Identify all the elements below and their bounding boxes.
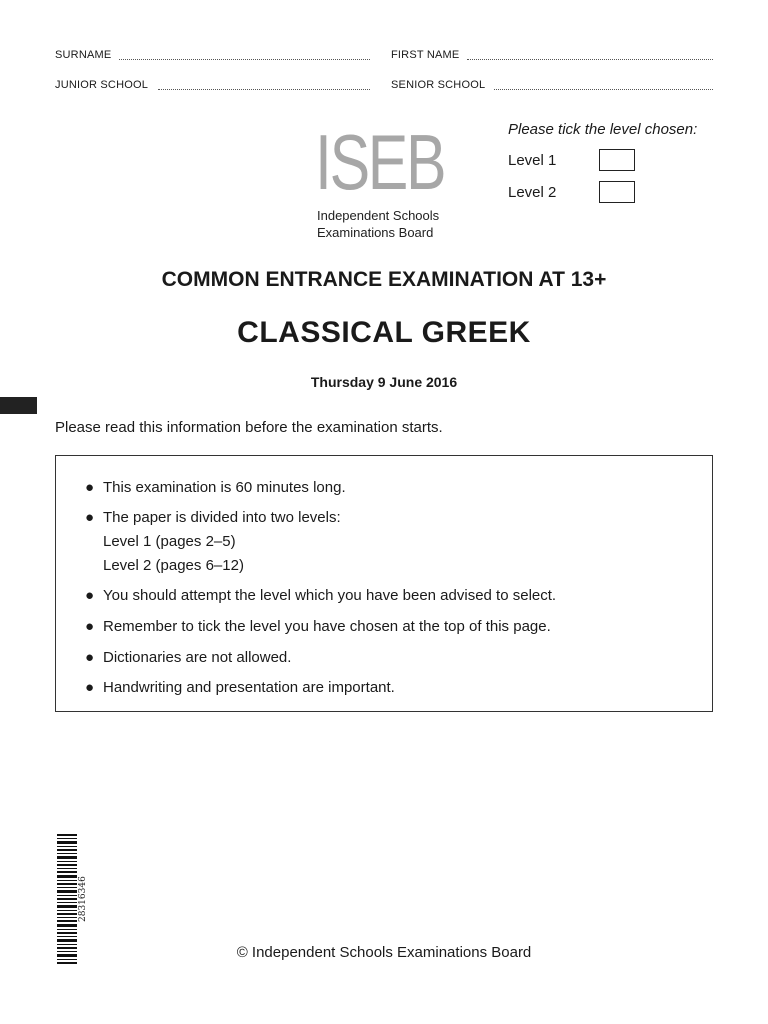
logo-line-2: Examinations Board: [317, 225, 434, 240]
list-item: [85, 646, 292, 670]
instructions-intro: Please read this information before the examination starts.: [55, 419, 443, 436]
list-item-text: You should attempt the level which you have been advised to select.: [103, 587, 557, 604]
bullet-icon: ●: [85, 479, 95, 496]
exam-date: Thursday 9 June 2016: [310, 374, 458, 390]
list-item: [85, 615, 551, 639]
level-1-label: Level 1: [508, 152, 557, 169]
list-item: [85, 676, 395, 700]
logo-wordmark: ISEB: [315, 118, 445, 206]
footer-copyright: © Independent Schools Examinations Board: [236, 944, 532, 961]
instructions-box: [55, 455, 713, 712]
subject-title: CLASSICAL GREEK: [237, 316, 531, 349]
level-1-checkbox[interactable]: [599, 149, 635, 171]
exam-title: COMMON ENTRANCE EXAMINATION AT 13+: [161, 268, 607, 291]
level-heading: Please tick the level chosen:: [508, 121, 698, 138]
junior-school-label: JUNIOR SCHOOL: [55, 79, 149, 91]
list-item-text: This examination is 60 minutes long.: [103, 479, 346, 496]
list-item: [85, 584, 557, 608]
bullet-icon: ●: [85, 649, 95, 666]
bullet-icon: ●: [85, 587, 95, 604]
surname-field[interactable]: [119, 58, 370, 60]
bullet-icon: ●: [85, 509, 95, 526]
senior-school-field[interactable]: [494, 88, 713, 90]
logo-line-1: Independent Schools: [317, 208, 440, 223]
senior-school-label: SENIOR SCHOOL: [391, 79, 486, 91]
page-edge-marker: [0, 397, 37, 414]
list-item: [85, 506, 341, 578]
barcode-number: 28316346: [78, 876, 88, 922]
bullet-icon: ●: [85, 618, 95, 635]
list-item: [85, 476, 346, 500]
list-item-sub: Level 2 (pages 6–12): [103, 557, 244, 574]
surname-label: SURNAME: [55, 49, 112, 61]
first-name-field[interactable]: [467, 58, 713, 60]
list-item-text: Dictionaries are not allowed.: [103, 649, 292, 666]
first-name-label: FIRST NAME: [391, 49, 460, 61]
junior-school-field[interactable]: [158, 88, 370, 90]
list-item-sub: Level 1 (pages 2–5): [103, 533, 236, 550]
list-item-text: Remember to tick the level you have chosen at the top of this page.: [103, 618, 551, 635]
bullet-icon: ●: [85, 679, 95, 696]
level-2-label: Level 2: [508, 184, 557, 201]
list-item-text: Handwriting and presentation are important.: [103, 679, 395, 696]
level-2-checkbox[interactable]: [599, 181, 635, 203]
list-item-text: The paper is divided into two levels:: [103, 509, 341, 526]
